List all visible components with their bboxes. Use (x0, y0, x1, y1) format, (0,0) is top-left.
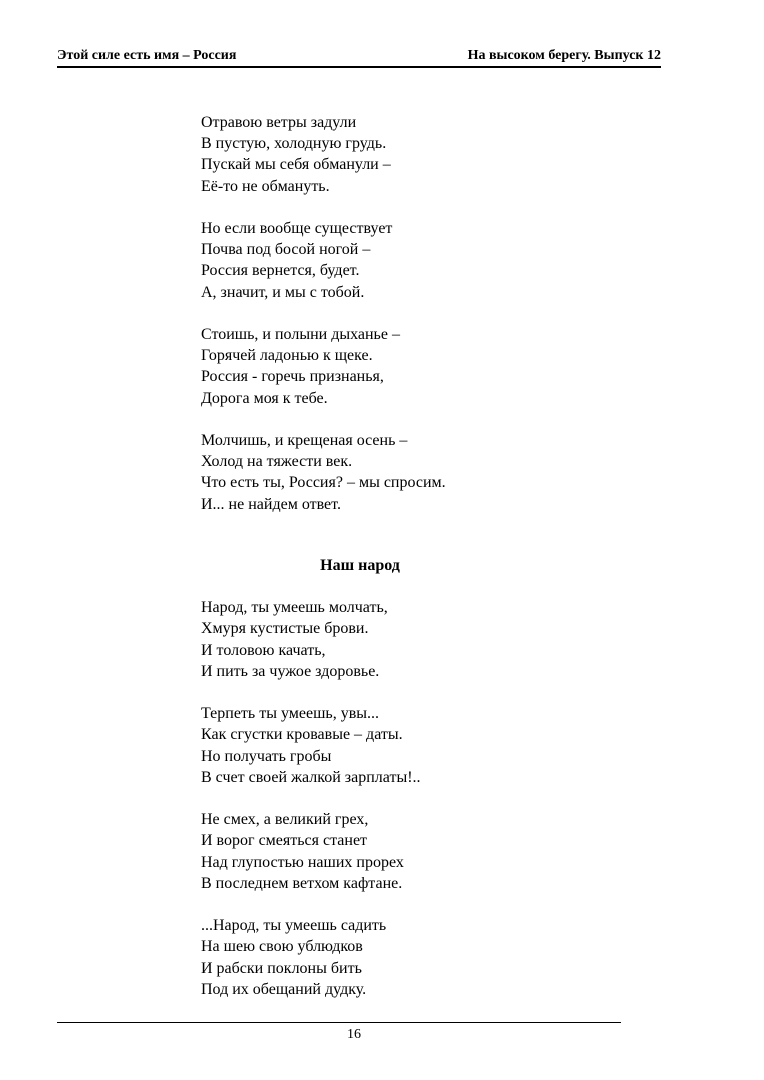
verse-line: Дорога моя к тебе. (201, 389, 328, 407)
header-issue-title: На высоком берегу. Выпуск 12 (467, 48, 661, 63)
verse-line: И толовою качать, (201, 641, 326, 659)
verse-line: Что есть ты, Россия? – мы спросим. (201, 474, 446, 492)
verse-line: Россия вернется, будет. (201, 262, 360, 280)
verse-line: Не смех, а великий грех, (201, 811, 369, 829)
verse-line: В счет своей жалкой зарплаты!.. (201, 768, 421, 786)
stanza (201, 112, 621, 197)
page-content (201, 112, 621, 1021)
verse-line: Как сгустки кровавые – даты. (201, 726, 403, 744)
header-book-title: Этой силе есть имя – Россия (57, 48, 237, 63)
stanza (201, 430, 621, 515)
verse-line: В последнем ветхом кафтане. (201, 874, 403, 892)
page-number: 16 (347, 1027, 361, 1042)
verse-line: Над глупостью наших прорех (201, 853, 404, 871)
stanza (201, 809, 621, 894)
stanza (201, 324, 621, 409)
stanza (201, 218, 621, 303)
verse-line: Отравою ветры задули (201, 114, 357, 131)
verse-line: Её-то не обмануть. (201, 177, 330, 195)
footer-divider (57, 1022, 621, 1023)
verse-line: Но если вообще существует (201, 220, 393, 237)
poem-nash-narod (201, 555, 621, 1000)
verse-line: Но получать гробы (201, 747, 332, 765)
verse-line: Терпеть ты умеешь, увы... (201, 705, 379, 723)
verse-line: И пить за чужое здоровье. (201, 662, 380, 680)
verse-line: На шею свою ублюдков (201, 938, 363, 956)
verse-line: Россия - горечь признанья, (201, 368, 384, 386)
header-divider (57, 66, 661, 68)
verse-line: ...Народ, ты умеешь садить (201, 917, 387, 935)
verse-line: Почва под босой ногой – (201, 241, 371, 259)
stanza (201, 915, 621, 1000)
verse-line: Стоишь, и полыни дыханье – (201, 326, 400, 343)
verse-line: Молчишь, и крещеная осень – (201, 432, 408, 449)
verse-line: А, значит, и мы с тобой. (201, 283, 365, 301)
verse-line: И... не найдем ответ. (201, 495, 341, 513)
poem-title: Наш народ (320, 556, 400, 574)
verse-line: В пустую, холодную грудь. (201, 135, 387, 153)
verse-line: И ворог смеяться станет (201, 832, 368, 850)
verse-line: Под их обещаний дудку. (201, 980, 367, 998)
verse-line: Холод на тяжести век. (201, 453, 353, 471)
verse-line: Горячей ладонью к щеке. (201, 347, 373, 365)
verse-line: Пускай мы себя обманули – (201, 156, 391, 174)
running-header (57, 47, 661, 65)
verse-line: Хмуря кустистые брови. (201, 620, 369, 638)
verse-line: Народ, ты умеешь молчать, (201, 599, 388, 617)
stanza (201, 597, 621, 682)
poem-untitled (201, 112, 621, 515)
stanza (201, 703, 621, 788)
verse-line: И рабски поклоны бить (201, 959, 362, 977)
